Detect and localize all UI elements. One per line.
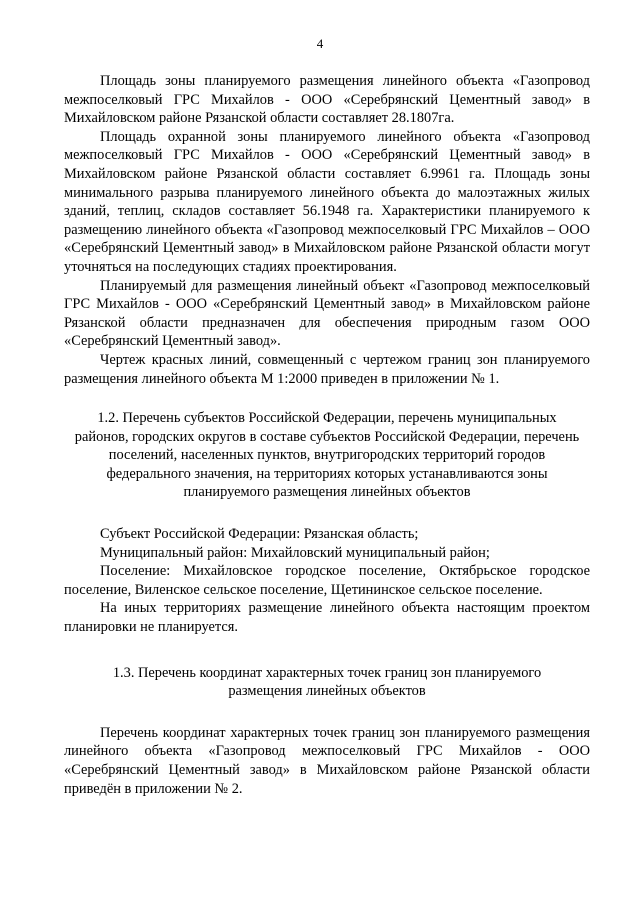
paragraph-purpose: Планируемый для размещения линейный объект «Газопровод межпоселковый ГРС Михайлов - ООО «Серебрянский Цементный завод» в Михайловском районе Рязанской области предназначен для обеспечения природным газом ООО «Серебрянский Цементный завод». [64, 277, 590, 350]
federal-subject: Субъект Российской Федерации: Рязанская область; [100, 526, 419, 543]
municipal-district: Муниципальный район: Михайловский муниципальный район; [100, 544, 490, 561]
subjects-list [64, 525, 590, 637]
document-body [64, 72, 590, 798]
section-heading-1-3: 1.3. Перечень координат характерных точек границ зон планируемого размещения линейных объектов [112, 664, 542, 700]
settlements: Поселение: Михайловское городское поселение, Октябрьское городское поселение, Виленское сельское поселение, Щетининское сельское поселение. [64, 563, 590, 598]
paragraph-coordinates: Перечень координат характерных точек границ зон планируемого размещения линейного объекта «Газопровод межпоселковый ГРС Михайлов - ООО «Серебрянский Цементный завод» в Михайловском районе Рязанской области приведён в приложении № 2. [64, 724, 590, 797]
page-number: 4 [316, 36, 324, 51]
paragraph-protection-zone: Площадь охранной зоны планируемого линейного объекта «Газопровод межпоселковый ГРС Михайлов - ООО «Серебрянский Цементный завод» в Михайловском районе Рязанской области составляет 6.9961 га. Площадь зоны минимального разрыва планируемого линейного объекта до малоэтажных жилых зданий, теплиц, складов составляет 56.1948 га. Характеристики планируемого к размещению линейного объекта «Газопровод межпоселковый ГРС Михайлов – ООО «Серебрянский Цементный завод» в Михайловском районе Рязанской области могут уточняться на последующих стадиях проектирования. [64, 128, 590, 275]
other-territories: На иных территориях размещение линейного объекта настоящим проектом планировки не планируется. [64, 600, 590, 636]
paragraph-red-lines-drawing: Чертеж красных линий, совмещенный с чертежом границ зон планируемого размещения линейного объекта М 1:2000 приведен в приложении № 1. [64, 351, 590, 387]
paragraph-zone-area: Площадь зоны планируемого размещения линейного объекта «Газопровод межпоселковый ГРС Михайлов - ООО «Серебрянский Цементный завод» в Михайловском районе Рязанской области составляет 28.1807га. [64, 73, 590, 127]
section-heading-1-2: 1.2. Перечень субъектов Российской Федерации, перечень муниципальных районов, городских округов в составе субъектов Российской Федерации, перечень поселений, населенных пунктов, внутригородских территорий городов федерального значения, на территориях которых устанавливаются зоны планируемого размещения линейных объектов [74, 410, 580, 501]
